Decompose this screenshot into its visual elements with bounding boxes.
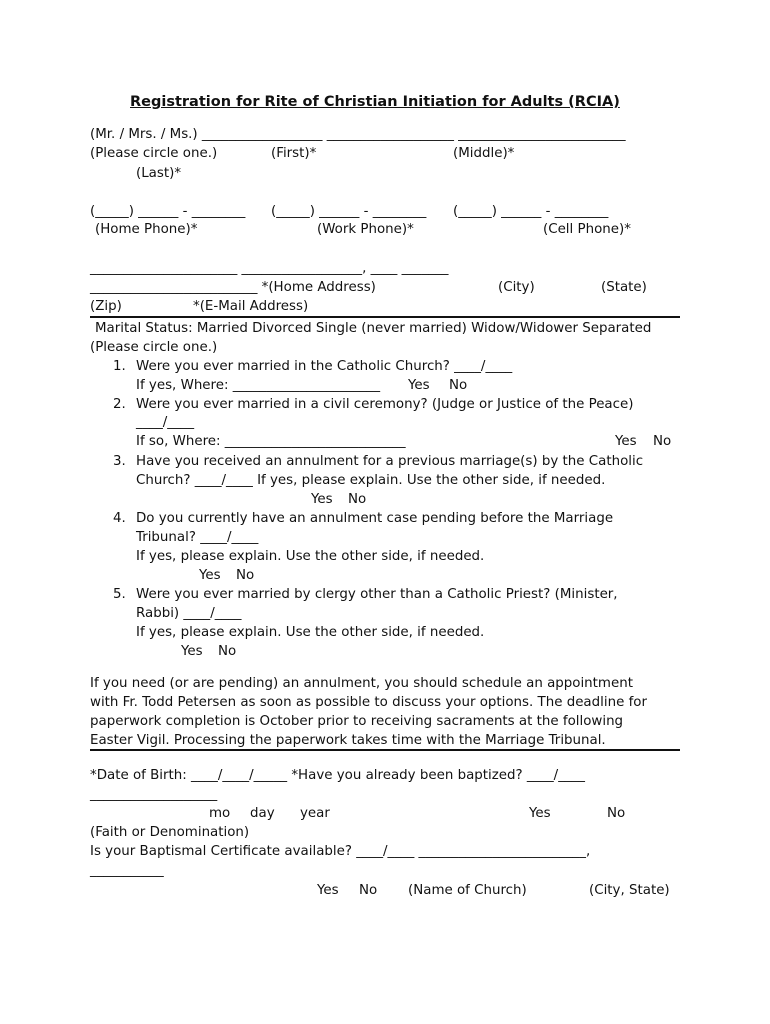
- city-label: (City): [498, 280, 535, 295]
- q2-number: 2.: [113, 397, 126, 412]
- home-address-label: _________________________ *(Home Address): [90, 280, 376, 295]
- cell-phone-label: (Cell Phone)*: [543, 222, 631, 237]
- certificate-yes[interactable]: Yes: [317, 883, 339, 898]
- notice-line-4: Easter Vigil. Processing the paperwork takes time with the Marriage Tribunal.: [90, 733, 606, 748]
- work-phone-field[interactable]: (_____) ______ - ________: [271, 204, 427, 219]
- section-divider-top: [90, 316, 680, 318]
- q2-answer[interactable]: ____/____: [136, 415, 195, 430]
- page-title: Registration for Rite of Christian Initiation for Adults (RCIA): [130, 94, 620, 110]
- dob-year-label: year: [300, 806, 330, 821]
- notice-line-1: If you need (or are pending) an annulment, you should schedule an appointment: [90, 676, 633, 691]
- q3-number: 3.: [113, 454, 126, 469]
- q5-answer[interactable]: Rabbi) ____/____: [136, 606, 242, 621]
- q2-where[interactable]: If so, Where: ___________________________: [136, 434, 406, 449]
- q4-number: 4.: [113, 511, 126, 526]
- q5-no[interactable]: No: [218, 644, 237, 659]
- q3-answer[interactable]: Church? ____/____ If yes, please explain. Use the other side, if needed.: [136, 473, 606, 488]
- q3-no[interactable]: No: [348, 492, 367, 507]
- q2-text: Were you ever married in a civil ceremony? (Judge or Justice of the Peace): [136, 397, 634, 412]
- middle-name-label: (Middle)*: [453, 146, 515, 161]
- q4-answer[interactable]: Tribunal? ____/____: [136, 530, 259, 545]
- name-instruction: (Please circle one.): [90, 146, 218, 161]
- address-field-line[interactable]: ______________________ __________________, ____ _______: [90, 261, 449, 276]
- section-divider-bottom: [90, 749, 680, 751]
- state-label: (State): [601, 280, 647, 295]
- name-line[interactable]: (Mr. / Mrs. / Ms.) __________________ ___________________ _________________________: [90, 127, 626, 142]
- church-name-label: (Name of Church): [408, 883, 527, 898]
- q1-no[interactable]: No: [449, 378, 468, 393]
- certificate-line[interactable]: Is your Baptismal Certificate available? ____/____ _________________________,: [90, 844, 591, 859]
- q1-where[interactable]: If yes, Where: ______________________: [136, 378, 381, 393]
- q4-explain: If yes, please explain. Use the other side, if needed.: [136, 549, 485, 564]
- notice-line-2: with Fr. Todd Petersen as soon as possible to discuss your options. The deadline for: [90, 695, 647, 710]
- q4-yes[interactable]: Yes: [199, 568, 221, 583]
- work-phone-label: (Work Phone)*: [317, 222, 414, 237]
- certificate-no[interactable]: No: [359, 883, 378, 898]
- faith-label: (Faith or Denomination): [90, 825, 250, 840]
- q5-yes[interactable]: Yes: [181, 644, 203, 659]
- q4-text: Do you currently have an annulment case pending before the Marriage: [136, 511, 614, 526]
- q1-yes[interactable]: Yes: [408, 378, 430, 393]
- last-name-label: (Last)*: [136, 166, 182, 181]
- home-phone-label: (Home Phone)*: [95, 222, 198, 237]
- home-phone-field[interactable]: (_____) ______ - ________: [90, 204, 246, 219]
- cell-phone-field[interactable]: (_____) ______ - ________: [453, 204, 609, 219]
- dob-day-label: day: [250, 806, 275, 821]
- email-label: *(E-Mail Address): [193, 299, 309, 314]
- q5-number: 5.: [113, 587, 126, 602]
- dob-month-label: mo: [209, 806, 231, 821]
- q2-yes[interactable]: Yes: [615, 434, 637, 449]
- q1-text[interactable]: Were you ever married in the Catholic Church? ____/____: [136, 359, 513, 374]
- q1-number: 1.: [113, 359, 126, 374]
- dob-baptized-line[interactable]: *Date of Birth: ____/____/_____ *Have you already been baptized? ____/____: [90, 768, 585, 783]
- baptized-yes[interactable]: Yes: [529, 806, 551, 821]
- baptized-no[interactable]: No: [607, 806, 626, 821]
- q3-text: Have you received an annulment for a previous marriage(s) by the Catholic: [136, 454, 644, 469]
- q5-text: Were you ever married by clergy other than a Catholic Priest? (Minister,: [136, 587, 618, 602]
- marital-status-line[interactable]: Marital Status: Married Divorced Single (never married) Widow/Widower Separated: [95, 321, 652, 336]
- q4-no[interactable]: No: [236, 568, 255, 583]
- notice-line-3: paperwork completion is October prior to receiving sacraments at the following: [90, 714, 624, 729]
- marital-instruction: (Please circle one.): [90, 340, 218, 355]
- faith-field[interactable]: ___________________: [90, 787, 218, 802]
- q2-no[interactable]: No: [653, 434, 672, 449]
- church-city-state-label: (City, State): [589, 883, 670, 898]
- first-name-label: (First)*: [271, 146, 317, 161]
- certificate-city-field[interactable]: ___________: [90, 863, 164, 878]
- q3-yes[interactable]: Yes: [311, 492, 333, 507]
- zip-label: (Zip): [90, 299, 122, 314]
- q5-explain: If yes, please explain. Use the other side, if needed.: [136, 625, 485, 640]
